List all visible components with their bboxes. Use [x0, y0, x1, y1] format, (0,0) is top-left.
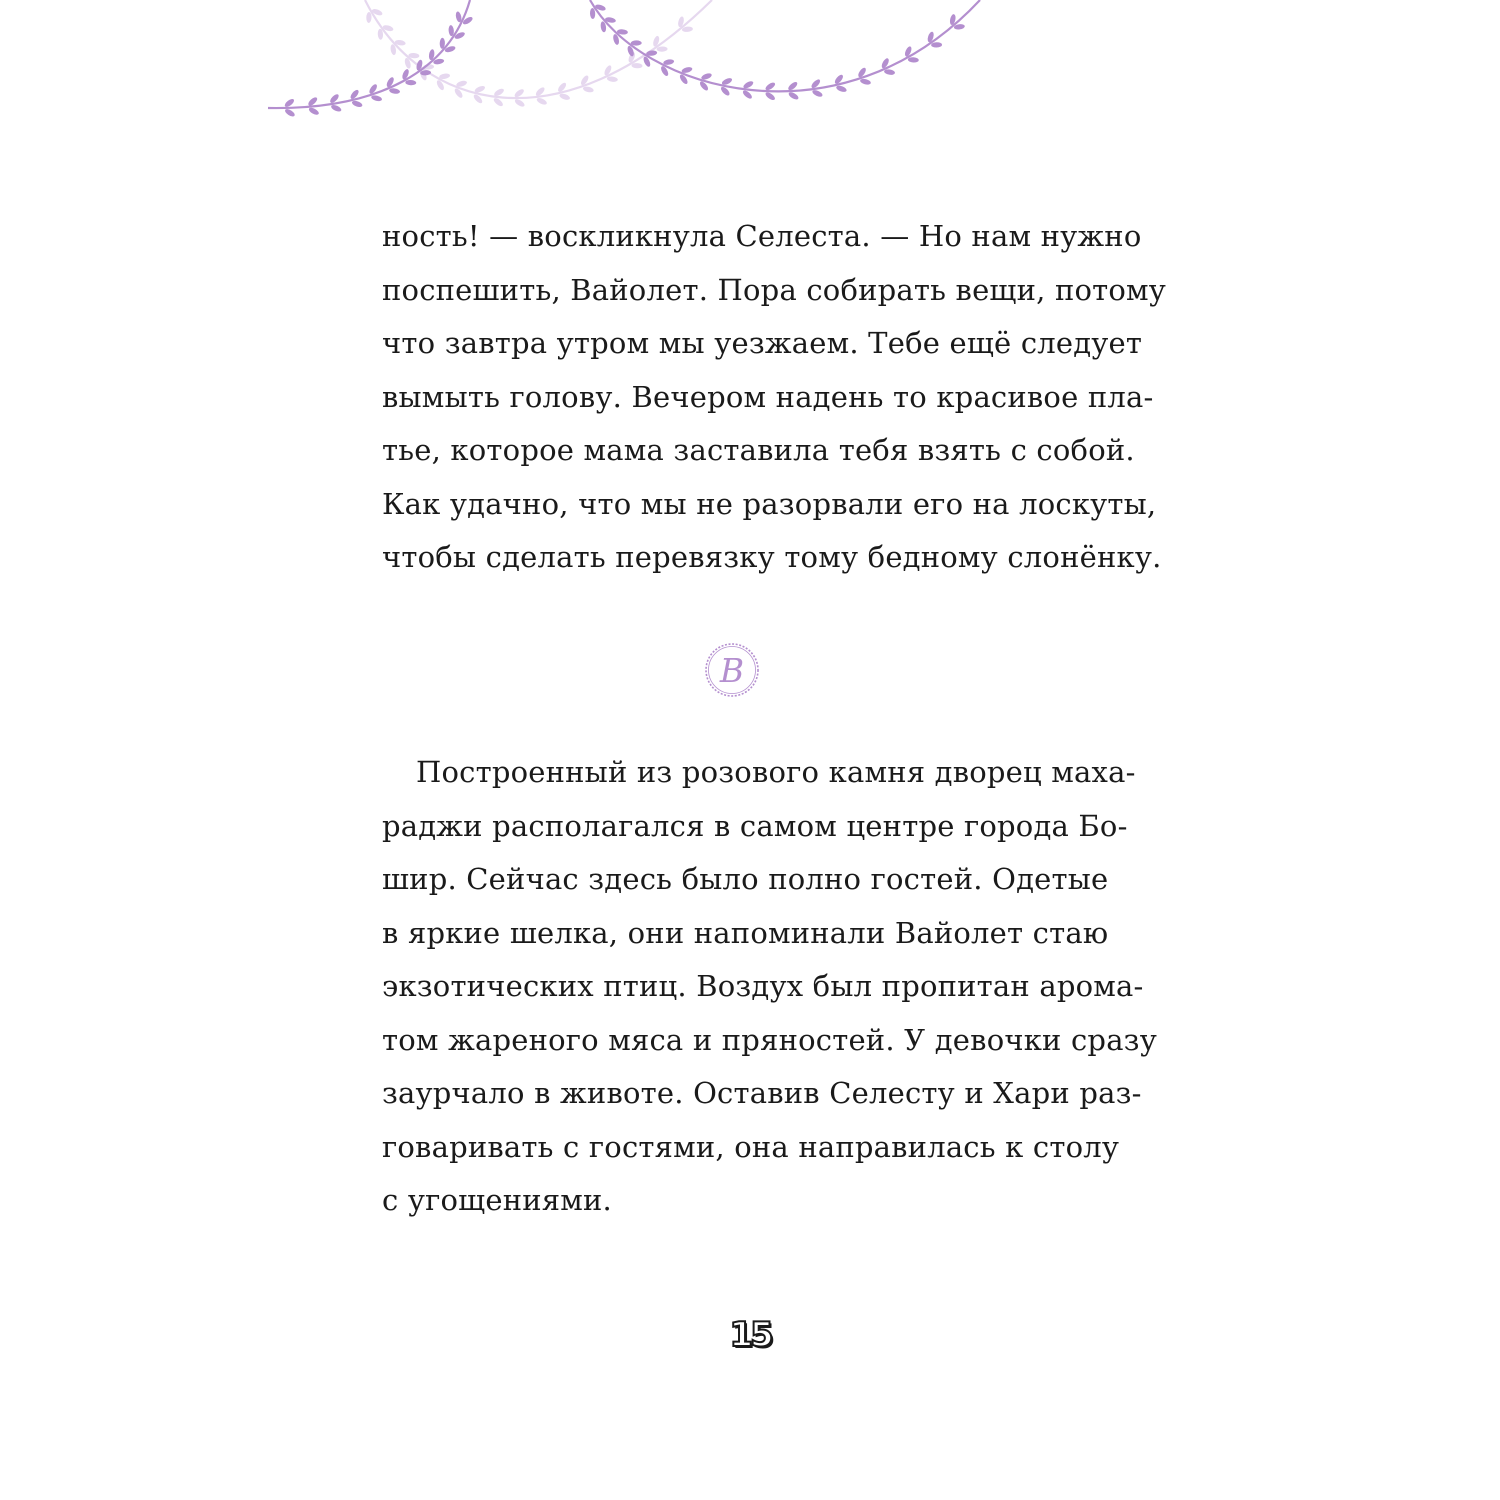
paragraph-1: [382, 210, 1167, 585]
vine-leaf: [405, 80, 416, 86]
text-line: том жареного мяса и пряностей. У девочки сразу: [382, 1022, 1157, 1057]
text-line: говаривать с гостями, она направилась к столу: [382, 1129, 1120, 1164]
vine-leaf: [536, 97, 548, 106]
vine-leaf: [631, 63, 642, 69]
text-line: Как удачно, что мы не разорвали его на лоскуты,: [382, 486, 1157, 521]
vine-leaf: [514, 98, 526, 108]
text-line: ность! — воскликнула Селеста. — Но нам нужно: [382, 219, 1142, 253]
text-line: раджи располагался в самом центре города Бо-: [382, 808, 1128, 843]
text-line: Построенный из розового камня дворец маха-: [416, 755, 1136, 789]
vine-stem: [590, 0, 980, 91]
vine-leaf: [908, 57, 919, 63]
vine-leaf: [366, 12, 372, 23]
vine-leaf: [590, 8, 596, 19]
page-number: 15: [729, 1315, 771, 1355]
text-line: в яркие шелка, они напоминали Вайолет стаю: [382, 915, 1109, 950]
text-line: поспешить, Вайолет. Пора собирать вещи, потому: [382, 272, 1167, 307]
vine-leaf: [308, 106, 320, 116]
text-line: вымыть голову. Вечером надень то красивое пла-: [382, 379, 1154, 414]
text-line: шир. Сейчас здесь было полно гостей. Одетые: [382, 862, 1109, 896]
vine-leaf: [631, 40, 642, 45]
paragraph-2: [382, 746, 1157, 1228]
vine-leaf: [284, 108, 296, 118]
vine-leaf: [607, 76, 619, 83]
light-vine: [365, 0, 712, 108]
text-line: что завтра утром мы уезжаем. Тебе ещё следует: [382, 326, 1143, 360]
monogram-letter: В: [719, 651, 745, 690]
text-line: экзотических птиц. Воздух был пропитан арома-: [382, 969, 1144, 1003]
text-line: заурчало в животе. Оставив Селесту и Хари раз-: [382, 1076, 1142, 1110]
text-line: с угощениями.: [382, 1183, 612, 1217]
monogram-divider-icon: [703, 641, 761, 699]
text-line: тье, которое мама заставила тебя взять с собой.: [382, 433, 1135, 467]
vine-garland-icon: [0, 0, 1500, 170]
vine-leaf: [787, 91, 799, 101]
text-line: чтобы сделать перевязку тому бедному слонёнку.: [382, 540, 1162, 574]
